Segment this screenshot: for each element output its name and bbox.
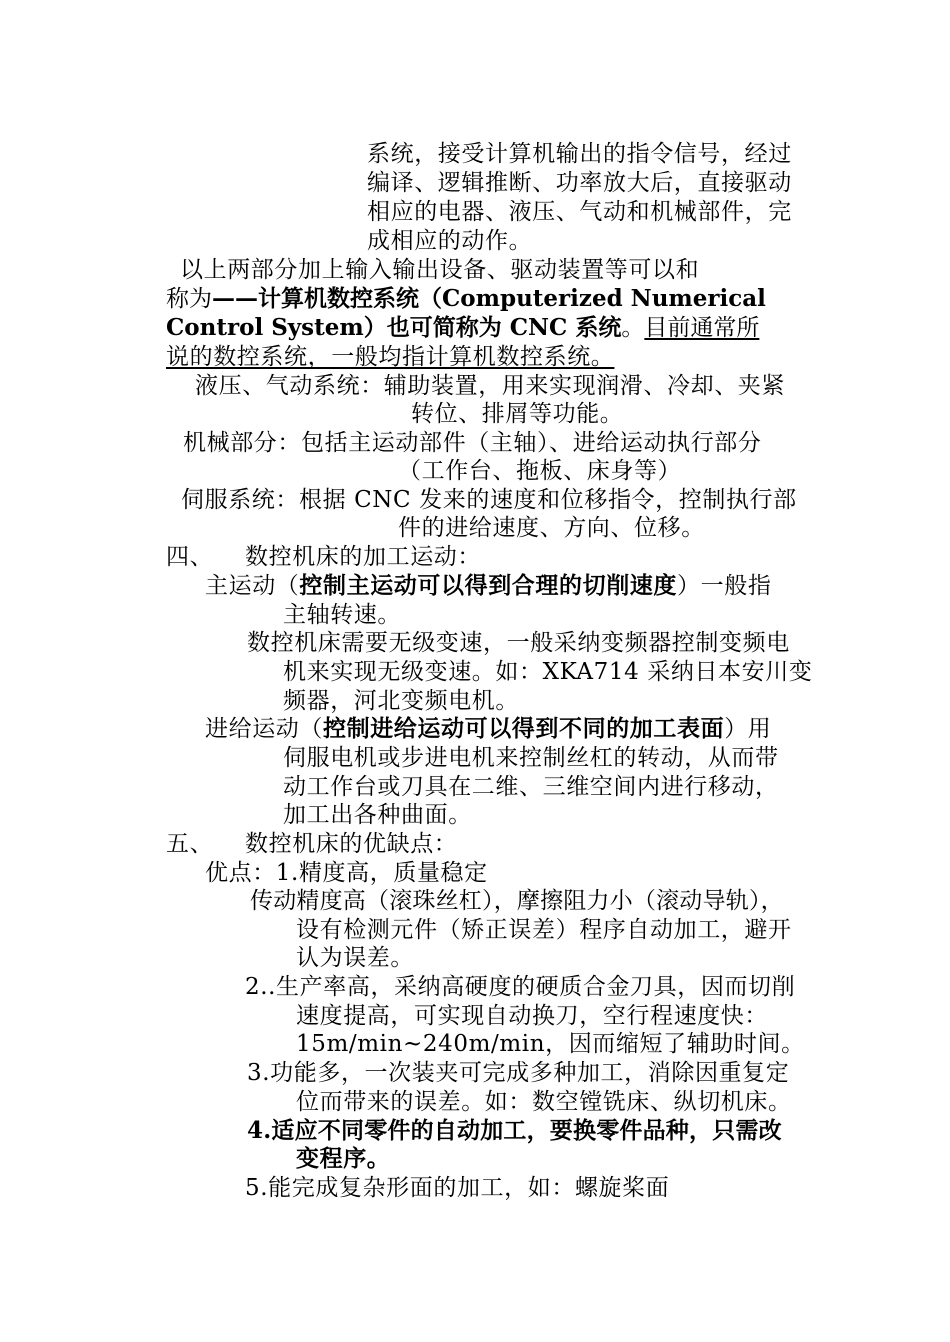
mechanical-line: （工作台、拖板、床身等） — [398, 458, 682, 484]
feed-motion-text: 进给运动（ — [205, 716, 323, 742]
cnc-definition-line: 以上两部分加上输入输出设备、驱动装置等可以和 — [180, 257, 700, 283]
main-motion-line: 主轴转速。 — [283, 602, 401, 628]
advantage-detail-line: 传动精度高（滚珠丝杠），摩擦阻力小（滚动导轨）， — [250, 888, 784, 914]
feed-motion-line — [205, 715, 771, 743]
feed-motion-line: 动工作台或刀具在二维、三维空间内进行移动， — [283, 774, 779, 800]
cnc-definition-line — [166, 314, 759, 342]
section-number: 四、 — [166, 544, 214, 570]
main-motion-text: ）一般指 — [677, 573, 772, 599]
cnc-definition-bold: Control System）也可简称为 CNC 系统 — [166, 314, 622, 341]
control-text-line: 系统，接受计算机输出的指令信号，经过 — [367, 141, 792, 167]
hydraulic-line: 液压、气动系统：辅助装置，用来实现润滑、冷却、夹紧 — [195, 373, 785, 399]
advantage-detail-line: 设有检测元件（矫正误差）程序自动加工，避开 — [296, 917, 792, 943]
advantage-line: 变程序。 — [296, 1145, 391, 1172]
advantage-line: 5.能完成复杂形面的加工，如：螺旋桨面 — [245, 1175, 670, 1201]
servo-line: 伺服系统：根据 CNC 发来的速度和位移指令，控制执行部 — [181, 487, 797, 513]
advantage-line: 速度提高，可实现自动换刀，空行程速度快： — [296, 1003, 768, 1029]
servo-line: 件的进给速度、方向、位移。 — [398, 515, 705, 541]
section-number: 五、 — [166, 831, 214, 857]
feed-motion-text: ）用 — [724, 716, 772, 742]
section-title: 数控机床的加工运动： — [245, 544, 481, 570]
advantage-line: 优点：1.精度高，质量稳定 — [205, 860, 488, 886]
feed-motion-line: 加工出各种曲面。 — [283, 802, 472, 828]
advantage-line: 3.功能多，一次装夹可完成多种加工，消除因重复定 — [247, 1060, 790, 1086]
cnc-definition-text: 。 — [621, 315, 645, 341]
main-motion-text: 主运动（ — [205, 573, 300, 599]
cnc-definition-underline: 目前通常所 — [644, 315, 760, 341]
feed-motion-line: 伺服电机或步进电机来控制丝杠的转动，从而带 — [283, 745, 779, 771]
section-title: 数控机床的优缺点： — [245, 831, 458, 857]
speed-line: 频器，河北变频电机。 — [283, 688, 519, 714]
feed-motion-bold: 控制进给运动可以得到不同的加工表面 — [323, 715, 725, 742]
control-text-line: 编译、逻辑推断、功率放大后，直接驱动 — [367, 170, 792, 196]
main-motion-bold: 控制主运动可以得到合理的切削速度 — [299, 572, 678, 599]
mechanical-line: 机械部分：包括主运动部件（主轴）、进给运动执行部分 — [183, 430, 762, 456]
advantage-line: 2..生产率高，采纳高硬度的硬质合金刀具，因而切削 — [245, 974, 796, 1000]
cnc-definition-underline: 说的数控系统，一般均指计算机数控系统。 — [166, 344, 615, 370]
main-motion-line — [205, 572, 771, 600]
speed-line: 机来实现无级变速。如：XKA714 采纳日本安川变 — [283, 659, 813, 685]
hydraulic-line: 转位、排屑等功能。 — [411, 401, 624, 427]
advantage-line: 位而带来的误差。如：数空镗铣床、纵切机床。 — [296, 1089, 792, 1115]
cnc-definition-bold: ——计算机数控系统（Computerized Numerical — [212, 285, 766, 312]
advantage-line: 15m/min~240m/min，因而缩短了辅助时间。 — [296, 1031, 805, 1057]
cnc-definition-line — [166, 285, 766, 313]
advantage-line: 4.适应不同零件的自动加工，要换零件品种，只需改 — [247, 1117, 782, 1144]
speed-line: 数控机床需要无级变速，一般采纳变频器控制变频电 — [247, 630, 790, 656]
advantage-detail-line: 认为误差。 — [296, 945, 414, 971]
control-text-line: 相应的电器、液压、气动和机械部件，完 — [367, 199, 792, 225]
cnc-definition-text: 称为 — [166, 286, 212, 312]
control-text-line: 成相应的动作。 — [367, 228, 533, 254]
